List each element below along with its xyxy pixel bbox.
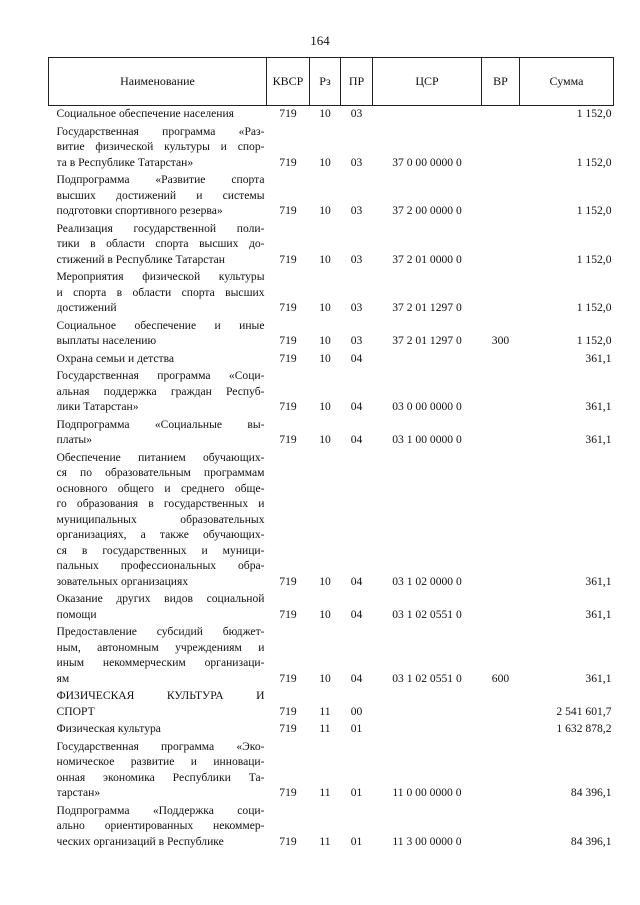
row-name <box>49 269 267 318</box>
row-name-line: го образования в государственных и <box>56 497 265 510</box>
row-sum: 361,1 <box>585 351 612 365</box>
row-name-line: Оказание других видов социальной <box>56 592 265 605</box>
row-vr <box>482 688 520 721</box>
row-csr: 03 1 00 0000 0 <box>392 433 462 446</box>
row-name-line: Государственная программа «Раз- <box>56 124 265 138</box>
row-pr: 03 <box>350 252 363 266</box>
row-rz: 10 <box>319 301 331 314</box>
table-row <box>49 124 614 173</box>
row-sum: 1 152,0 <box>576 155 612 169</box>
row-kvsr: 719 <box>279 834 297 848</box>
row-name-line: тики в области спорта высших до- <box>56 237 265 250</box>
row-name-line: Социальное обеспечение населения <box>56 107 235 120</box>
table-row <box>49 269 614 318</box>
row-name-line: Предоставление субсидий бюджет- <box>56 625 265 638</box>
row-name-line: достижений <box>56 301 117 314</box>
row-name-line: зовательных организациях <box>56 574 189 588</box>
row-name-line: лики Татарстан» <box>56 400 139 413</box>
row-name <box>49 721 267 739</box>
row-name <box>49 803 267 852</box>
row-rz: 10 <box>319 252 331 266</box>
row-name <box>49 351 267 369</box>
row-name-line: та в Республике Татарстан» <box>56 155 194 169</box>
row-kvsr: 719 <box>279 433 297 446</box>
row-csr: 37 0 00 0000 0 <box>392 155 462 169</box>
table-row <box>49 368 614 417</box>
table-row <box>49 106 614 124</box>
row-pr: 01 <box>350 786 363 799</box>
row-name-line: ческих организаций в Республике <box>56 834 224 848</box>
row-kvsr: 719 <box>279 301 297 314</box>
row-pr: 04 <box>350 400 363 413</box>
row-rz: 11 <box>319 722 331 735</box>
row-rz: 10 <box>319 155 331 169</box>
row-csr: 03 1 02 0551 0 <box>392 607 462 621</box>
row-sum: 1 152,0 <box>576 334 612 347</box>
row-pr: 04 <box>350 574 363 588</box>
row-name-line: платы» <box>56 433 92 446</box>
header-name: Наименование <box>49 58 267 106</box>
row-name-line: номическое развитие и инноваци- <box>56 755 265 768</box>
row-name <box>49 739 267 803</box>
row-csr <box>373 721 482 739</box>
row-kvsr: 719 <box>279 204 297 217</box>
row-sum: 84 396,1 <box>570 786 612 799</box>
header-rz: Рз <box>310 58 341 106</box>
row-name-line: организациях, а также обучающих- <box>56 528 265 541</box>
row-sum: 361,1 <box>585 607 612 621</box>
page-number: 164 <box>310 33 330 48</box>
row-pr: 01 <box>350 834 363 848</box>
row-name-line: ФИЗИЧЕСКАЯ КУЛЬТУРА И <box>56 689 265 702</box>
table-row <box>49 688 614 721</box>
header-sum: Сумма <box>520 58 614 106</box>
row-sum: 361,1 <box>585 574 612 588</box>
row-name-line: основного общего и среднего обще- <box>56 481 265 495</box>
row-rz: 10 <box>319 400 331 413</box>
row-name-line: тарстан» <box>56 786 101 799</box>
row-vr <box>482 417 520 450</box>
table-row <box>49 803 614 852</box>
row-name <box>49 624 267 688</box>
row-name-line: ся по образовательным программам <box>56 466 265 479</box>
row-vr <box>482 106 520 124</box>
row-vr <box>482 124 520 173</box>
row-rz: 10 <box>319 204 331 217</box>
row-sum: 84 396,1 <box>570 834 612 848</box>
row-name-line: пальных профессиональных обра- <box>56 559 265 572</box>
row-rz: 10 <box>319 107 331 120</box>
row-sum: 1 152,0 <box>576 252 612 266</box>
header-kvsr: КВСР <box>267 58 310 106</box>
row-pr: 04 <box>350 607 363 621</box>
row-rz: 11 <box>319 786 331 799</box>
header-pr: ПР <box>341 58 373 106</box>
row-pr: 04 <box>350 671 363 685</box>
row-name-line: Подпрограмма «Развитие спорта <box>56 173 265 186</box>
row-csr: 03 0 00 0000 0 <box>392 400 462 413</box>
row-name-line: ально ориентированных некоммер- <box>56 819 265 832</box>
row-kvsr: 719 <box>279 671 297 685</box>
row-name-line: Государственная программа «Эко- <box>56 739 265 753</box>
row-kvsr: 719 <box>279 574 297 588</box>
row-kvsr: 719 <box>279 334 297 347</box>
row-name-line: Социальное обеспечение и иные <box>56 318 265 332</box>
row-name-line: витие физической культуры и спор- <box>56 140 265 153</box>
row-sum: 361,1 <box>585 433 612 446</box>
row-kvsr: 719 <box>279 351 297 365</box>
row-kvsr: 719 <box>279 722 297 735</box>
row-name-line: иным некоммерческим организаци- <box>56 656 265 669</box>
row-name <box>49 417 267 450</box>
row-vr <box>482 739 520 803</box>
row-kvsr: 719 <box>279 607 297 621</box>
row-name-line: ям <box>56 671 70 685</box>
row-csr: 11 3 00 0000 0 <box>392 834 462 848</box>
row-vr: 600 <box>491 671 510 685</box>
row-name <box>49 450 267 592</box>
row-kvsr: 719 <box>279 252 297 266</box>
row-name <box>49 172 267 221</box>
table-row <box>49 450 614 592</box>
row-sum: 1 152,0 <box>576 107 612 120</box>
row-name <box>49 124 267 173</box>
row-name-line: выплаты населению <box>56 334 157 347</box>
row-kvsr: 719 <box>279 107 297 120</box>
row-pr: 00 <box>350 704 363 718</box>
row-sum: 361,1 <box>585 671 612 685</box>
row-name-line: ным, автономным учреждениям и <box>56 640 265 654</box>
row-name-line: муниципальных образовательных <box>56 512 265 526</box>
row-name-line: Мероприятия физической культуры <box>56 270 265 283</box>
row-vr <box>482 351 520 369</box>
row-name-line: СПОРТ <box>56 704 95 718</box>
table-row <box>49 172 614 221</box>
table-row <box>49 417 614 450</box>
header-csr: ЦСР <box>373 58 482 106</box>
row-sum: 2 541 601,7 <box>556 704 612 718</box>
row-name-line: подготовки спортивного резерва» <box>56 204 223 217</box>
table-row <box>49 351 614 369</box>
row-name <box>49 318 267 351</box>
row-vr <box>482 721 520 739</box>
row-vr <box>482 591 520 624</box>
row-name <box>49 591 267 624</box>
table-row <box>49 721 614 739</box>
row-rz: 11 <box>319 704 331 718</box>
row-name-line: Охрана семьи и детства <box>56 351 175 365</box>
row-csr: 37 2 00 0000 0 <box>392 204 462 217</box>
row-pr: 03 <box>350 155 363 169</box>
row-name-line: альная поддержка граждан Респуб- <box>56 384 265 398</box>
table-row <box>49 739 614 803</box>
row-name-line: высших достижений и системы <box>56 188 265 202</box>
row-vr <box>482 450 520 592</box>
row-name-line: Подпрограмма «Поддержка соци- <box>56 803 265 817</box>
row-rz: 10 <box>319 433 331 446</box>
row-sum: 1 152,0 <box>576 301 612 314</box>
row-name-line: стижений в Республике Татарстан <box>56 252 226 266</box>
row-name-line: ся в государственных и муници- <box>56 543 265 557</box>
row-sum: 361,1 <box>585 400 612 413</box>
row-vr: 300 <box>491 334 510 347</box>
row-rz: 10 <box>319 671 331 685</box>
row-rz: 11 <box>319 834 331 848</box>
row-sum: 1 152,0 <box>576 204 612 217</box>
row-vr <box>482 269 520 318</box>
table-body <box>49 106 614 852</box>
row-pr: 03 <box>350 301 363 314</box>
row-name-line: Обеспечение питанием обучающих- <box>56 450 265 464</box>
row-csr: 03 1 02 0551 0 <box>392 671 462 685</box>
row-name-line: Реализация государственной поли- <box>56 221 265 235</box>
row-csr: 03 1 02 0000 0 <box>392 574 462 588</box>
row-rz: 10 <box>319 351 331 365</box>
row-sum: 1 632 878,2 <box>556 722 612 735</box>
row-name-line: Физическая культура <box>56 722 161 735</box>
row-kvsr: 719 <box>279 400 297 413</box>
row-csr <box>373 688 482 721</box>
row-name <box>49 368 267 417</box>
row-pr: 04 <box>350 433 363 446</box>
row-pr: 01 <box>350 722 363 735</box>
row-name-line: Подпрограмма «Социальные вы- <box>56 417 265 431</box>
row-name <box>49 106 267 124</box>
row-name <box>49 688 267 721</box>
row-csr <box>373 351 482 369</box>
row-vr <box>482 803 520 852</box>
table-header-row <box>49 58 614 106</box>
row-name-line: Государственная программа «Соци- <box>56 369 265 382</box>
table-row <box>49 591 614 624</box>
row-vr <box>482 221 520 270</box>
row-kvsr: 719 <box>279 704 297 718</box>
row-pr: 03 <box>350 204 363 217</box>
table-row <box>49 624 614 688</box>
row-kvsr: 719 <box>279 155 297 169</box>
budget-table <box>48 57 614 851</box>
row-kvsr: 719 <box>279 786 297 799</box>
table-row <box>49 221 614 270</box>
row-csr: 37 2 01 0000 0 <box>392 252 462 266</box>
row-pr: 03 <box>350 107 363 120</box>
row-csr: 37 2 01 1297 0 <box>392 334 462 347</box>
row-name-line: помощи <box>56 607 97 621</box>
row-rz: 10 <box>319 607 331 621</box>
row-vr <box>482 368 520 417</box>
row-pr: 03 <box>350 334 363 347</box>
row-rz: 10 <box>319 574 331 588</box>
row-csr: 11 0 00 0000 0 <box>392 786 462 799</box>
row-csr <box>373 106 482 124</box>
table-row <box>49 318 614 351</box>
row-name-line: онная экономика Республики Та- <box>56 770 265 784</box>
row-name <box>49 221 267 270</box>
row-vr <box>482 172 520 221</box>
row-csr: 37 2 01 1297 0 <box>392 301 462 314</box>
row-name-line: и спорта в области спорта высших <box>56 285 265 299</box>
row-pr: 04 <box>350 351 363 365</box>
header-vr: ВР <box>482 58 520 106</box>
row-rz: 10 <box>319 334 331 347</box>
